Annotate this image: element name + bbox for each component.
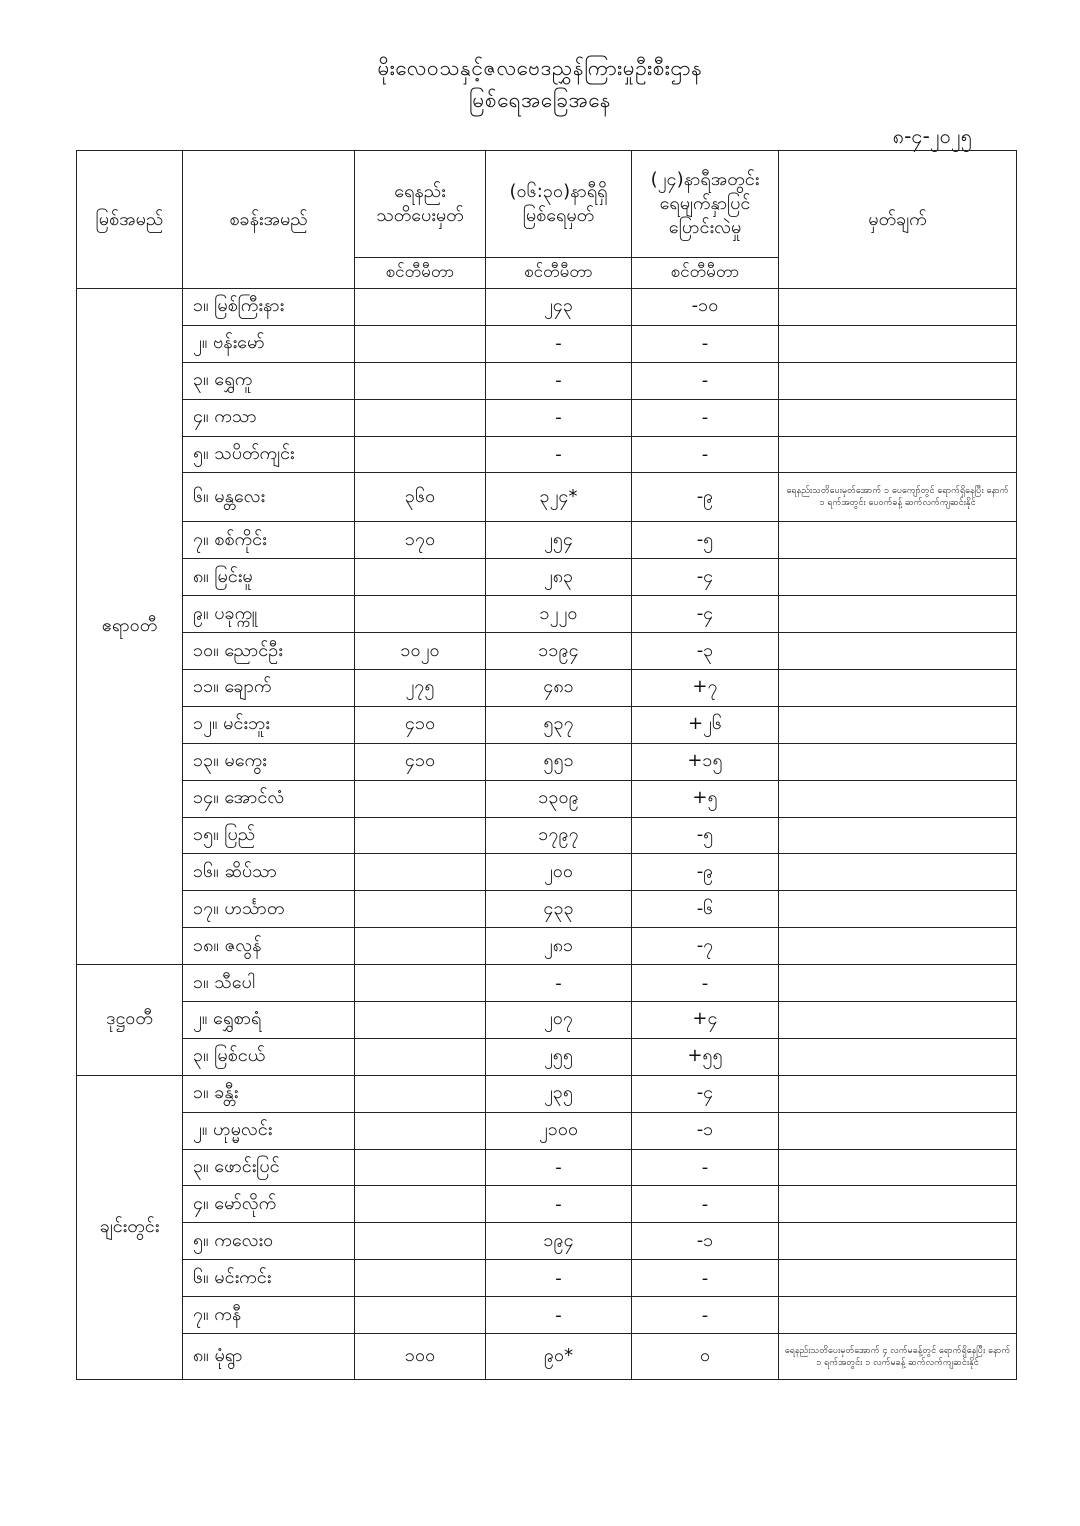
remark — [779, 325, 1017, 362]
station-name: ၂။ ရွှေစာရံ — [183, 1002, 355, 1039]
table-row — [77, 780, 1017, 817]
warning-level — [355, 817, 486, 854]
water-level: ၂၅၅ — [486, 1038, 632, 1075]
col-header-remark: မှတ်ချက် — [779, 151, 1017, 289]
water-level: - — [486, 1149, 632, 1186]
warning-level — [355, 436, 486, 473]
warning-level — [355, 854, 486, 891]
remark — [779, 1112, 1017, 1149]
water-level: - — [486, 436, 632, 473]
warning-level — [355, 596, 486, 633]
warning-level: ၄၁၀ — [355, 706, 486, 743]
warning-level — [355, 780, 486, 817]
warning-level — [355, 1223, 486, 1260]
warning-level: ၁၇၀ — [355, 522, 486, 559]
river-name: ဧရာဝတီ — [77, 289, 183, 965]
remark — [779, 362, 1017, 399]
water-level: - — [486, 1297, 632, 1334]
remark — [779, 596, 1017, 633]
col-header-change: (၂၄)နာရီအတွင်း ရေမျက်နှာပြင် ပြောင်းလဲမှု — [632, 151, 779, 258]
station-name: ၅။ ကလေးဝ — [183, 1223, 355, 1260]
level-change: +၂၆ — [632, 706, 779, 743]
warning-level: ၁၀၂၀ — [355, 633, 486, 670]
water-level: ၅၅၁ — [486, 743, 632, 780]
remark — [779, 1260, 1017, 1297]
station-name: ၁။ သီပေါ — [183, 965, 355, 1002]
level-change: - — [632, 1149, 779, 1186]
table-row — [77, 362, 1017, 399]
warning-level: ၂၇၅ — [355, 670, 486, 707]
remark — [779, 399, 1017, 436]
table-row — [77, 1112, 1017, 1149]
level-change: -၃ — [632, 633, 779, 670]
warning-level — [355, 1002, 486, 1039]
table-row — [77, 436, 1017, 473]
warning-level — [355, 928, 486, 965]
remark — [779, 891, 1017, 928]
table-row — [77, 670, 1017, 707]
water-level: ၄၈၁ — [486, 670, 632, 707]
remark — [779, 633, 1017, 670]
level-change: +၇ — [632, 670, 779, 707]
remark — [779, 289, 1017, 326]
warning-level — [355, 325, 486, 362]
remark — [779, 817, 1017, 854]
remark — [779, 1002, 1017, 1039]
river-name: ဒုဋ္ဌဝတီ — [77, 965, 183, 1076]
warning-level: ၄၁၀ — [355, 743, 486, 780]
warning-level — [355, 891, 486, 928]
table-row — [77, 596, 1017, 633]
table-row — [77, 633, 1017, 670]
level-change: -၇ — [632, 928, 779, 965]
level-change: - — [632, 1186, 779, 1223]
table-row — [77, 473, 1017, 522]
warning-level — [355, 1112, 486, 1149]
warning-level — [355, 1038, 486, 1075]
water-level: ၁၇၉၇ — [486, 817, 632, 854]
table-row — [77, 1334, 1017, 1380]
unit-warning: စင်တီမီတာ — [355, 258, 486, 289]
table-row — [77, 289, 1017, 326]
table-row — [77, 522, 1017, 559]
water-level: ၃၂၄* — [486, 473, 632, 522]
station-name: ၉။ ပခုက္ကူ — [183, 596, 355, 633]
table-row — [77, 559, 1017, 596]
level-change: +၁၅ — [632, 743, 779, 780]
unit-change: စင်တီမီတာ — [632, 258, 779, 289]
station-name: ၁၃။ မကွေး — [183, 743, 355, 780]
level-change: +၅၅ — [632, 1038, 779, 1075]
remark — [779, 743, 1017, 780]
level-change: - — [632, 399, 779, 436]
station-name: ၈။ မုံရွာ — [183, 1334, 355, 1380]
station-name: ၈။ မြင်းမူ — [183, 559, 355, 596]
water-level: ၂၅၄ — [486, 522, 632, 559]
warning-level — [355, 362, 486, 399]
station-name: ၁၆။ ဆိပ်သာ — [183, 854, 355, 891]
water-level: ၄၃၃ — [486, 891, 632, 928]
table-row — [77, 1260, 1017, 1297]
water-level: ၂၄၃ — [486, 289, 632, 326]
col-header-station: စခန်းအမည် — [183, 151, 355, 289]
table-row — [77, 706, 1017, 743]
remark — [779, 965, 1017, 1002]
station-name: ၄။ မော်လိုက် — [183, 1186, 355, 1223]
level-change: ၀ — [632, 1334, 779, 1380]
level-change: -၅ — [632, 817, 779, 854]
station-name: ၁၁။ ချောက် — [183, 670, 355, 707]
table-row — [77, 325, 1017, 362]
remark — [779, 1075, 1017, 1112]
station-name: ၂။ ဟုမ္မလင်း — [183, 1112, 355, 1149]
unit-level: စင်တီမီတာ — [486, 258, 632, 289]
water-level: ၂၃၅ — [486, 1075, 632, 1112]
station-name: ၂။ ဗန်းမော် — [183, 325, 355, 362]
station-name: ၅။ သပိတ်ကျင်း — [183, 436, 355, 473]
table-row — [77, 399, 1017, 436]
level-change: - — [632, 325, 779, 362]
water-level: ၅၃၇ — [486, 706, 632, 743]
remark — [779, 1038, 1017, 1075]
warning-level — [355, 1297, 486, 1334]
level-change: - — [632, 965, 779, 1002]
water-level: ၁၁၉၄ — [486, 633, 632, 670]
warning-level — [355, 1075, 486, 1112]
remark — [779, 1297, 1017, 1334]
warning-level — [355, 1260, 486, 1297]
page-title: မိုးလေဝသနှင့်ဇလဗေဒညွှန်ကြားမှုဦးစီးဌာန — [377, 56, 703, 80]
station-name: ၁၂။ မင်းဘူး — [183, 706, 355, 743]
station-name: ၃။ ရွှေကူ — [183, 362, 355, 399]
water-level: ၂၈၁ — [486, 928, 632, 965]
station-name: ၇။ ကနီ — [183, 1297, 355, 1334]
remark — [779, 1149, 1017, 1186]
table-row — [77, 1223, 1017, 1260]
water-level: ၂၀၀ — [486, 854, 632, 891]
level-change: -၅ — [632, 522, 779, 559]
water-level: - — [486, 1260, 632, 1297]
level-change: -၄ — [632, 559, 779, 596]
table-row — [77, 1002, 1017, 1039]
table-row — [77, 1149, 1017, 1186]
remark — [779, 522, 1017, 559]
water-level: ၁၉၄ — [486, 1223, 632, 1260]
remark — [779, 706, 1017, 743]
remark — [779, 1223, 1017, 1260]
water-level: - — [486, 1186, 632, 1223]
warning-level — [355, 399, 486, 436]
level-change: -၉ — [632, 854, 779, 891]
station-name: ၁၅။ ပြည် — [183, 817, 355, 854]
water-level: ၉၀* — [486, 1334, 632, 1380]
remark: ရေနည်းသတိပေးမှတ်အောက် ၁ ပေကျော်တွင် ရောက်ရှိနေပြီး နောက် ၁ ရက်အတွင်း ပေဝက်ခန့် ဆက်လက်ကျဆင်းနိုင် — [779, 473, 1017, 522]
station-name: ၁၇။ ဟင်္သာတ — [183, 891, 355, 928]
table-row — [77, 1075, 1017, 1112]
river-name: ချင်းတွင်း — [77, 1075, 183, 1379]
station-name: ၃။ မြစ်ငယ် — [183, 1038, 355, 1075]
remark — [779, 854, 1017, 891]
page-subtitle: မြစ်ရေအခြေအနေ — [468, 88, 612, 112]
water-level: ၂၁၀၀ — [486, 1112, 632, 1149]
remark — [779, 559, 1017, 596]
table-row — [77, 891, 1017, 928]
remark — [779, 436, 1017, 473]
water-level: - — [486, 362, 632, 399]
remark — [779, 670, 1017, 707]
water-level: - — [486, 965, 632, 1002]
warning-level — [355, 559, 486, 596]
level-change: - — [632, 362, 779, 399]
level-change: -၁၀ — [632, 289, 779, 326]
level-change: -၆ — [632, 891, 779, 928]
warning-level: ၁၀၀ — [355, 1334, 486, 1380]
water-level: - — [486, 399, 632, 436]
col-header-river: မြစ်အမည် — [77, 151, 183, 289]
water-level: ၂၈၃ — [486, 559, 632, 596]
remark — [779, 928, 1017, 965]
station-name: ၆။ မင်းကင်း — [183, 1260, 355, 1297]
water-level: ၁၂၂၀ — [486, 596, 632, 633]
level-change: -၁ — [632, 1223, 779, 1260]
table-row — [77, 1297, 1017, 1334]
remark — [779, 780, 1017, 817]
table-body — [77, 289, 1017, 1380]
warning-level: ၃၆၀ — [355, 473, 486, 522]
table-row — [77, 928, 1017, 965]
station-name: ၁။ ခန္တီး — [183, 1075, 355, 1112]
station-name: ၇။ စစ်ကိုင်း — [183, 522, 355, 559]
water-level: ၂၀၇ — [486, 1002, 632, 1039]
station-name: ၆။ မန္တလေး — [183, 473, 355, 522]
table-row — [77, 817, 1017, 854]
station-name: ၄။ ကသာ — [183, 399, 355, 436]
level-change: - — [632, 1297, 779, 1334]
table-row — [77, 743, 1017, 780]
table-row — [77, 854, 1017, 891]
station-name: ၁၄။ အောင်လံ — [183, 780, 355, 817]
water-level: - — [486, 325, 632, 362]
level-change: +၅ — [632, 780, 779, 817]
level-change: -၁ — [632, 1112, 779, 1149]
station-name: ၁၈။ ဇလွန် — [183, 928, 355, 965]
level-change: - — [632, 436, 779, 473]
report-date: ၈-၄-၂၀၂၅ — [892, 124, 972, 148]
table-row — [77, 965, 1017, 1002]
warning-level — [355, 1186, 486, 1223]
warning-level — [355, 965, 486, 1002]
level-change: -၄ — [632, 1075, 779, 1112]
table-row — [77, 1186, 1017, 1223]
warning-level — [355, 289, 486, 326]
table-row — [77, 1038, 1017, 1075]
level-change: -၉ — [632, 473, 779, 522]
river-level-table — [76, 150, 1017, 1380]
station-name: ၁။ မြစ်ကြီးနား — [183, 289, 355, 326]
col-header-level: (၀၆:၃၀)နာရီရှိ မြစ်ရေမှတ် — [486, 151, 632, 258]
station-name: ၁၀။ ညောင်ဦး — [183, 633, 355, 670]
level-change: - — [632, 1260, 779, 1297]
water-level: ၁၃၀၉ — [486, 780, 632, 817]
warning-level — [355, 1149, 486, 1186]
level-change: -၄ — [632, 596, 779, 633]
remark: ရေနည်းသတိပေးမှတ်အောက် ၄ လက်မခန့်တွင် ရောက်ရှိနေပြီး နောက် ၁ ရက်အတွင်း ၁ လက်မခန့် ဆက်လက်ကျဆင်းနိုင် — [779, 1334, 1017, 1380]
remark — [779, 1186, 1017, 1223]
station-name: ၃။ ဖောင်းပြင် — [183, 1149, 355, 1186]
level-change: +၄ — [632, 1002, 779, 1039]
col-header-warning: ရေနည်း သတိပေးမှတ် — [355, 151, 486, 258]
